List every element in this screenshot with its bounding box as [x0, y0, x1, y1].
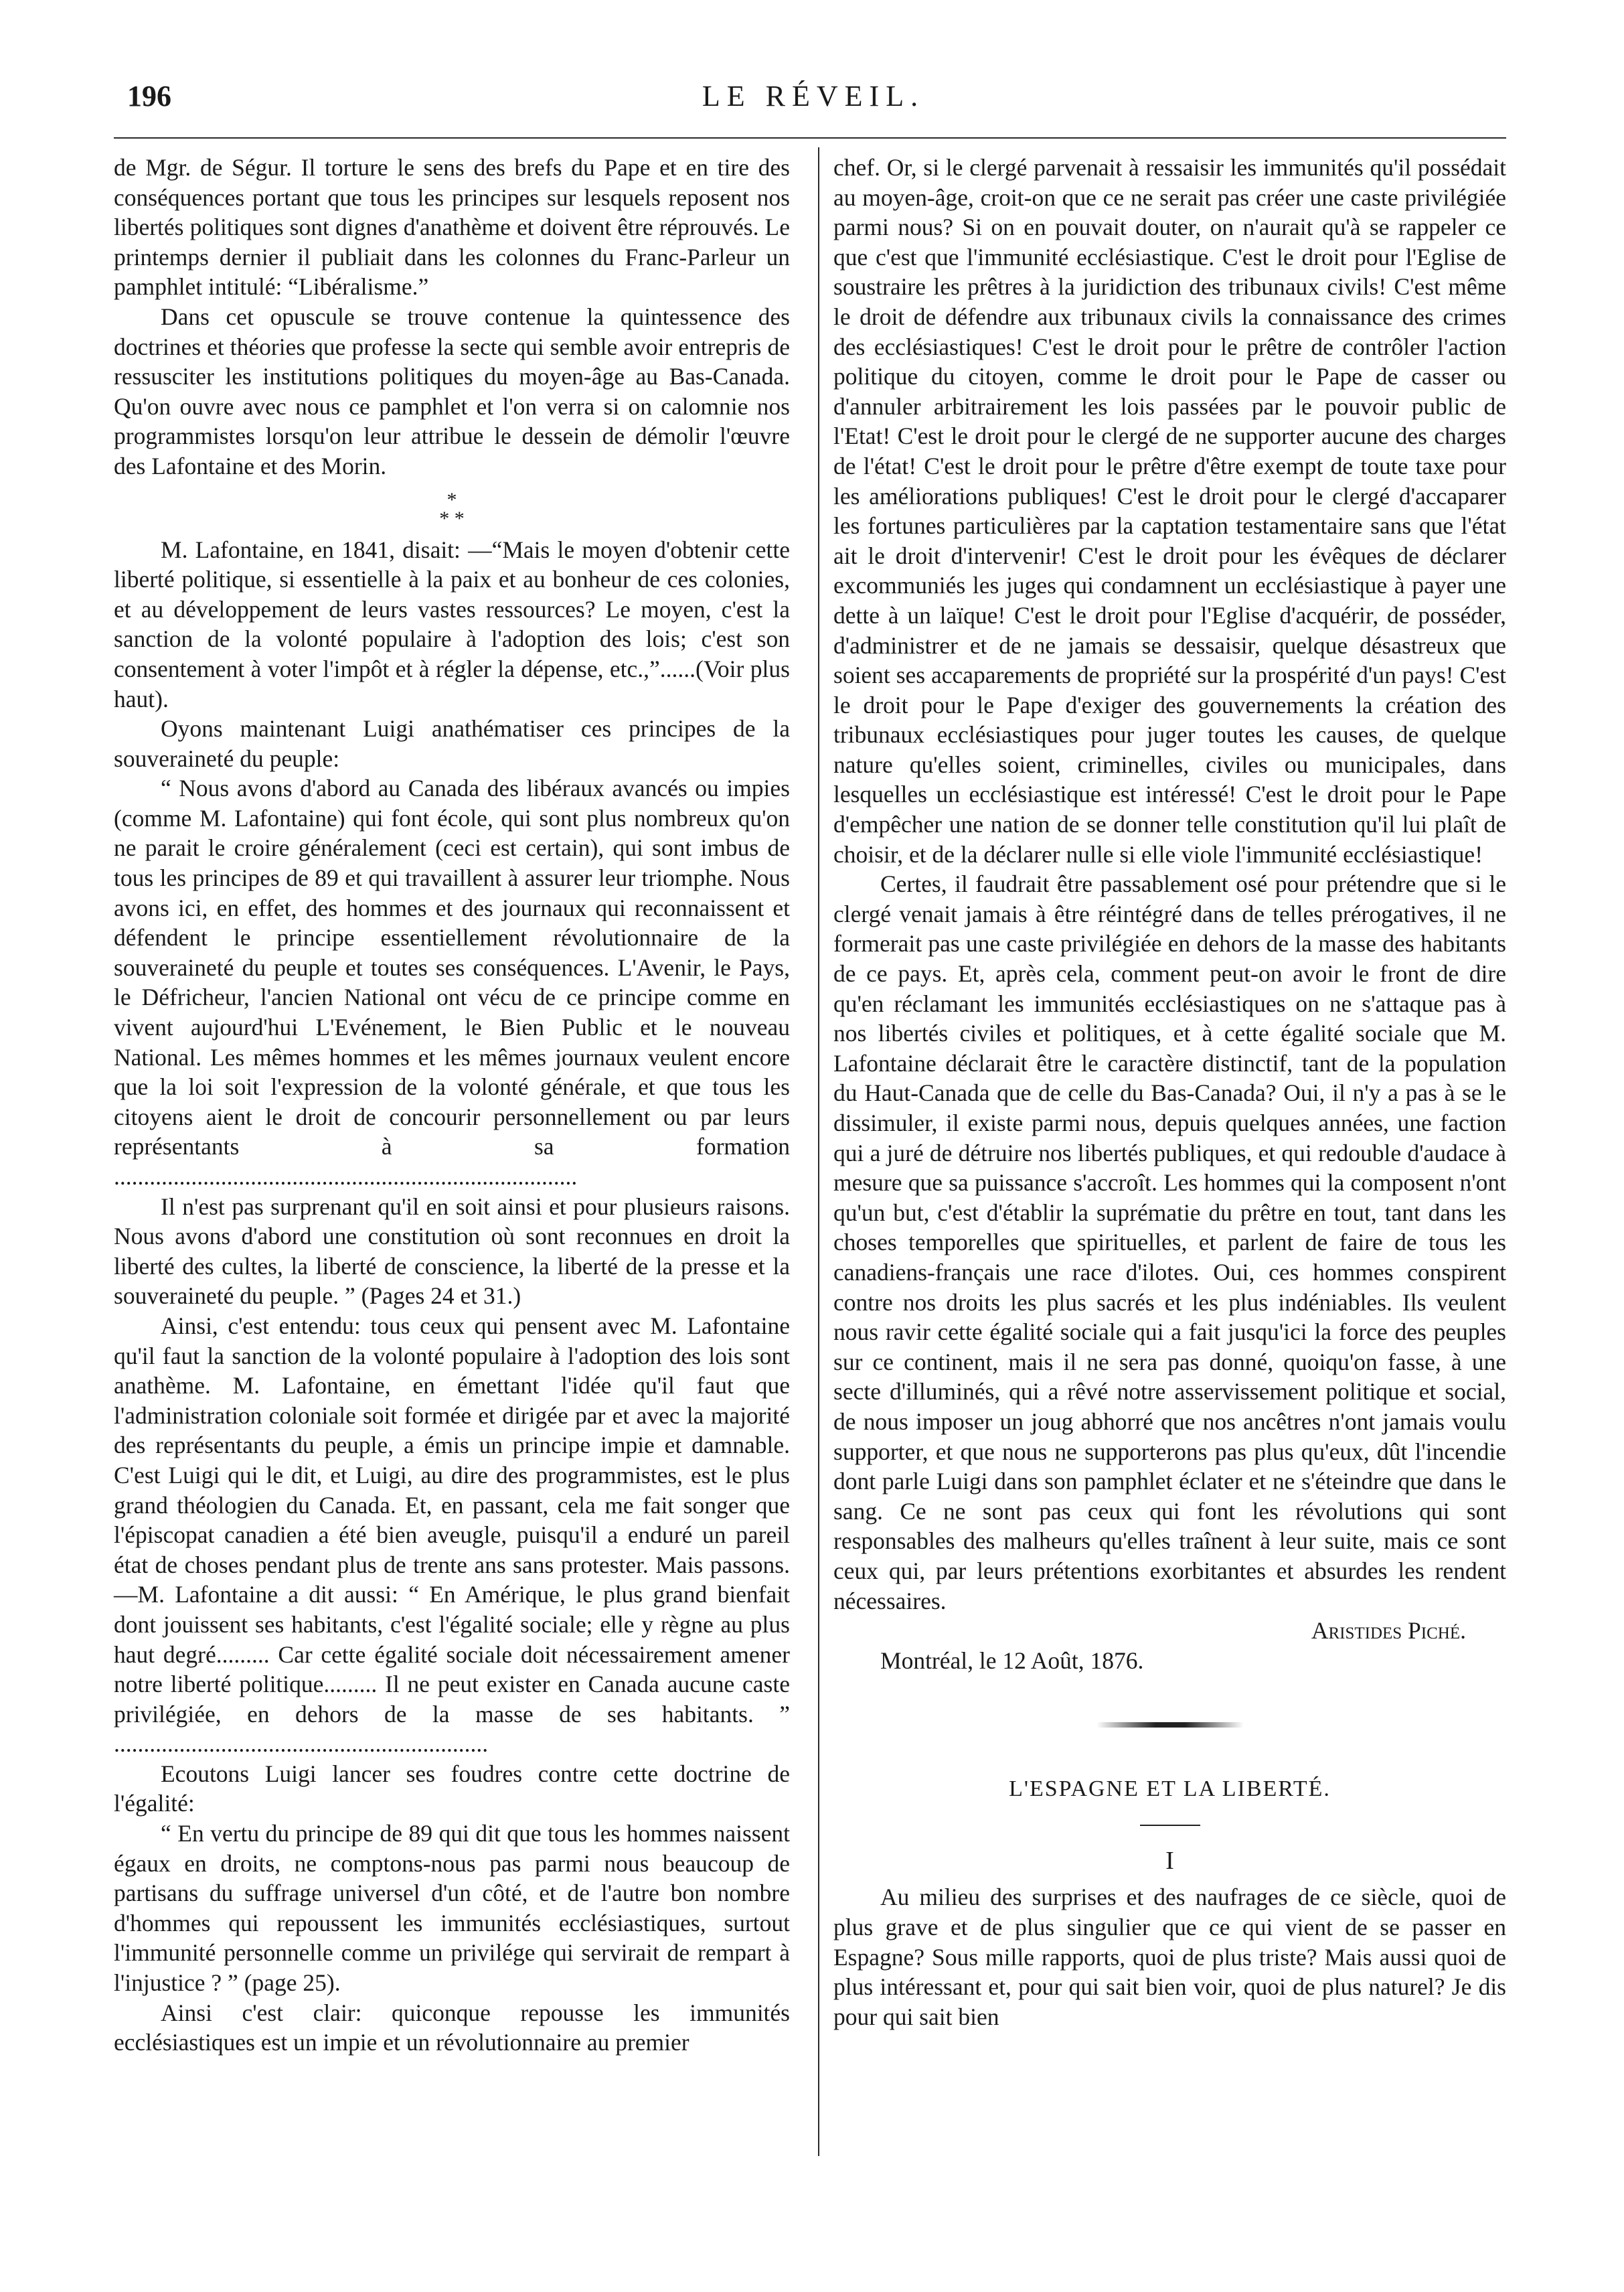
left-column — [114, 153, 790, 2058]
asterism-divider: * * * — [439, 488, 465, 530]
paragraph: Ainsi, c'est entendu: tous ceux qui pensent avec M. Lafontaine qu'il faut la sanction de la volonté populaire à l'adoption des lois sont anathème. M. Lafontaine, en émettant l'idée qu'il faut que l'administration coloniale soit formée et dirigée par et avec la majorité des représentants du peuple, a émis un principe impie et damnable. C'est Luigi qui le dit, et Luigi, au dire des programmistes, est le plus grand théologien du Canada. Et, en passant, cela me fait songer que l'épiscopat canadien a été bien aveugle, puisqu'il a enduré un pareil état de choses pendant plus de trente ans sans protester. Mais passons.—M. Lafontaine a dit aussi: “ En Amérique, le plus grand bienfait dont jouissent ses habitants, c'est l'égalité sociale; elle y règne au plus haut degré......... Car cette égalité sociale doit nécessairement amener notre liberté politique......... Il ne peut exister en Canada aucune caste privilégiée, en dehors de la masse de ses habitants. ” ............................................................... — [114, 1312, 790, 1758]
right-column — [833, 153, 1506, 2032]
paragraph: Ecoutons Luigi lancer ses foudres contre cette doctrine de l'égalité: — [114, 1760, 790, 1817]
paragraph: Ainsi c'est clair: quiconque repousse les immunités ecclésiastiques est un impie et un révolutionnaire au premier — [114, 1999, 790, 2056]
section-number: I — [1165, 1846, 1174, 1875]
column-divider — [818, 147, 819, 2156]
page-number: 196 — [127, 80, 171, 112]
paragraph: de Mgr. de Ségur. Il torture le sens des brefs du Pape et en tire des conséquences portant que tous les principes sur lesquels reposent nos libertés politiques sont dignes d'anathème et doivent être réprouvés. Le printemps dernier il publiait dans les colonnes du Franc-Parleur un pamphlet intitulé: “Libéralisme.” — [114, 154, 790, 301]
ornamental-divider — [1097, 1722, 1244, 1728]
quote-paragraph: Il n'est pas surprenant qu'il en soit ainsi et pour plusieurs raisons. Nous avons d'abord une constitution où sont reconnues en droit la liberté des cultes, la liberté de conscience, la liberté de la presse et la souveraineté du peuple. ” (Pages 24 et 31.) — [114, 1193, 790, 1310]
dateline: Montréal, le 12 Août, 1876. — [880, 1647, 1144, 1674]
paragraph: Oyons maintenant Luigi anathématiser ces principes de la souveraineté du peuple: — [114, 715, 790, 772]
paragraph: Certes, il faudrait être passablement osé pour prétendre que si le clergé venait jamais à être réintégré dans de telles prérogatives, il ne formerait pas une caste privilégiée en dehors de la masse des habitants de ce pays. Et, après cela, comment peut-on avoir le front de dire qu'en réclamant les immunités ecclésiastiques on ne s'attaque pas à nos libertés civiles et politiques, et à cette égalité sociale que M. Lafontaine déclarait être le caractère distinctif, tant de la population du Haut-Canada que de celle du Bas-Canada? Oui, il n'y a pas à se le dissimuler, il existe parmi nous, depuis quelques années, une faction qui a juré de détruire nos libertés publiques, et qui redouble d'audace à mesure que sa puissance s'accroît. Les hommes qui la composent n'ont qu'un but, c'est d'établir la suprématie du prêtre en tout, tant dans les choses temporelles que spirituelles, et parlent de faire de tous les canadiens-français une race d'ilotes. Oui, ces hommes conspirent contre nos droits les plus sacrés et les plus indéniables. Ils veulent nous ravir cette égalité sociale qui a fait jusqu'ici la force des peuples sur ce continent, mais il ne sera pas donné, quoiqu'on fasse, à une secte d'illuminés, qui a rêvé notre asservissement politique et social, de nous imposer un joug abhorré que nos ancêtres n'ont jamais voulu supporter, et que nous ne supporterons pas plus qu'eux, dût l'incendie dont parle Luigi dans son pamphlet éclater et ne s'éteindre que dans le sang. Ce ne sont pas ceux qui font les révolutions qui sont responsables des malheurs qu'elles traînent à leur suite, mais ce sont ceux qui, par leurs prétentions exorbitantes et absurdes les rendent nécessaires. — [833, 870, 1506, 1614]
quote-paragraph: “ En vertu du principe de 89 qui dit que tous les hommes naissent égaux en droits, ne comptons-nous pas parmi nous beaucoup de partisans du suffrage universel d'un côté, et de l'autre bon nombre d'hommes qui repoussent les immunités ecclésiastiques, surtout l'immunité personnelle comme un privilége qui servirait de rempart à l'injustice ? ” (page 25). — [114, 1820, 790, 1997]
header-rule — [114, 137, 1506, 139]
paragraph: Dans cet opuscule se trouve contenue la quintessence des doctrines et théories que professe la secte qui semble avoir entrepris de ressusciter les institutions politiques du moyen-âge au Bas-Canada. Qu'on ouvre avec nous ce pamphlet et l'on verra si on calomnie nos programmistes lorsqu'on leur attribue le dessein de démolir l'œuvre des Lafontaine et des Morin. — [114, 303, 790, 479]
author-signature: Aristides Piché. — [1311, 1617, 1466, 1645]
article-title: L'ESPAGNE ET LA LIBERTÉ. — [1009, 1776, 1331, 1802]
quote-paragraph: “ Nous avons d'abord au Canada des libéraux avancés ou impies (comme M. Lafontaine) qui font école, qui sont plus nombreux qu'on ne parait le croire généralement (ceci est certain), qui sont imbus de tous les principes de 89 et qui travaillent à assurer leur triomphe. Nous avons ici, en effet, des hommes et des journaux qui reconnaissent et défendent le principe essentiellement révolutionnaire de la souveraineté du peuple et toutes ses conséquences. L'Avenir, le Pays, le Défricheur, l'ancien National ont vécu de ce principe comme en vivent aujourd'hui L'Evénement, le Bien Public et le nouveau National. Les mêmes hommes et les mêmes journaux veulent encore que la loi soit l'expression de la volonté générale, et que tous les citoyens aient le droit de concourir personnellement ou par leurs représentants à sa formation .............................................................................. — [114, 775, 790, 1190]
paragraph: chef. Or, si le clergé parvenait à ressaisir les immunités qu'il possédait au moyen-âge, croit-on que ce ne serait pas créer une caste privilégiée parmi nous? Si on en pouvait douter, on n'aurait qu'à se rappeler ce que c'est que l'immunité ecclésiastique. C'est le droit pour l'Eglise de soustraire les prêtres à la juridiction des tribunaux civils! C'est même le droit de défendre aux tribunaux civils la connaissance des crimes des ecclésiastiques! C'est le droit pour le prêtre de contrôler l'action politique du citoyen, comme le droit pour le Pape de casser ou d'annuler arbitrairement les lois passées par le pouvoir public de l'Etat! C'est le droit pour le clergé de ne supporter aucune des charges de l'état! C'est le droit pour le prêtre d'être exempt de toute taxe pour les améliorations publiques! C'est le droit pour le clergé d'accaparer les fortunes particulières par la captation testamentaire sans que l'état ait le droit d'intervenir! C'est le droit pour les évêques de déclarer excommuniés les juges qui condamnent un ecclésiastique à payer une dette à un laïque! C'est le droit pour l'Eglise d'acquérir, de posséder, d'administrer et de ne jamais se dessaisir, quelque désastreux que soient ses accaparements de propriété sur la prospérité d'un pays! C'est le droit pour le Pape d'exiger des gouvernements la création des tribunaux ecclésiastiques pour juger toutes les causes, de quelque nature qu'elles soient, criminelles, civiles ou municipales, dans lesquelles un ecclésiastique est intéressé! C'est le droit pour le Pape d'empêcher une nation de se donner telle constitution qu'il lui plaît de choisir, et de la déclarer nulle si elle viole l'immunité ecclésiastique! — [833, 154, 1506, 868]
paragraph: Au milieu des surprises et des naufrages de ce siècle, quoi de plus grave et de plus singulier que ce qui vient de se passer en Espagne? Sous mille rapports, quoi de plus triste? Mais aussi quoi de plus intéressant et, pour qui sait bien voir, quoi de plus naturel? Je dis pour qui sait bien — [833, 1884, 1506, 2030]
running-title: LE RÉVEIL. — [702, 80, 925, 112]
title-rule — [1140, 1825, 1200, 1826]
page-header — [127, 79, 1499, 119]
paragraph: M. Lafontaine, en 1841, disait: —“Mais le moyen d'obtenir cette liberté politique, si essentielle à la paix et au bonheur de ces colonies, et au développement de leurs vastes ressources? Le moyen, c'est la sanction de la volonté populaire à l'adoption des lois; c'est son consentement à voter l'impôt et à régler la dépense, etc.,”......(Voir plus haut). — [114, 536, 790, 712]
